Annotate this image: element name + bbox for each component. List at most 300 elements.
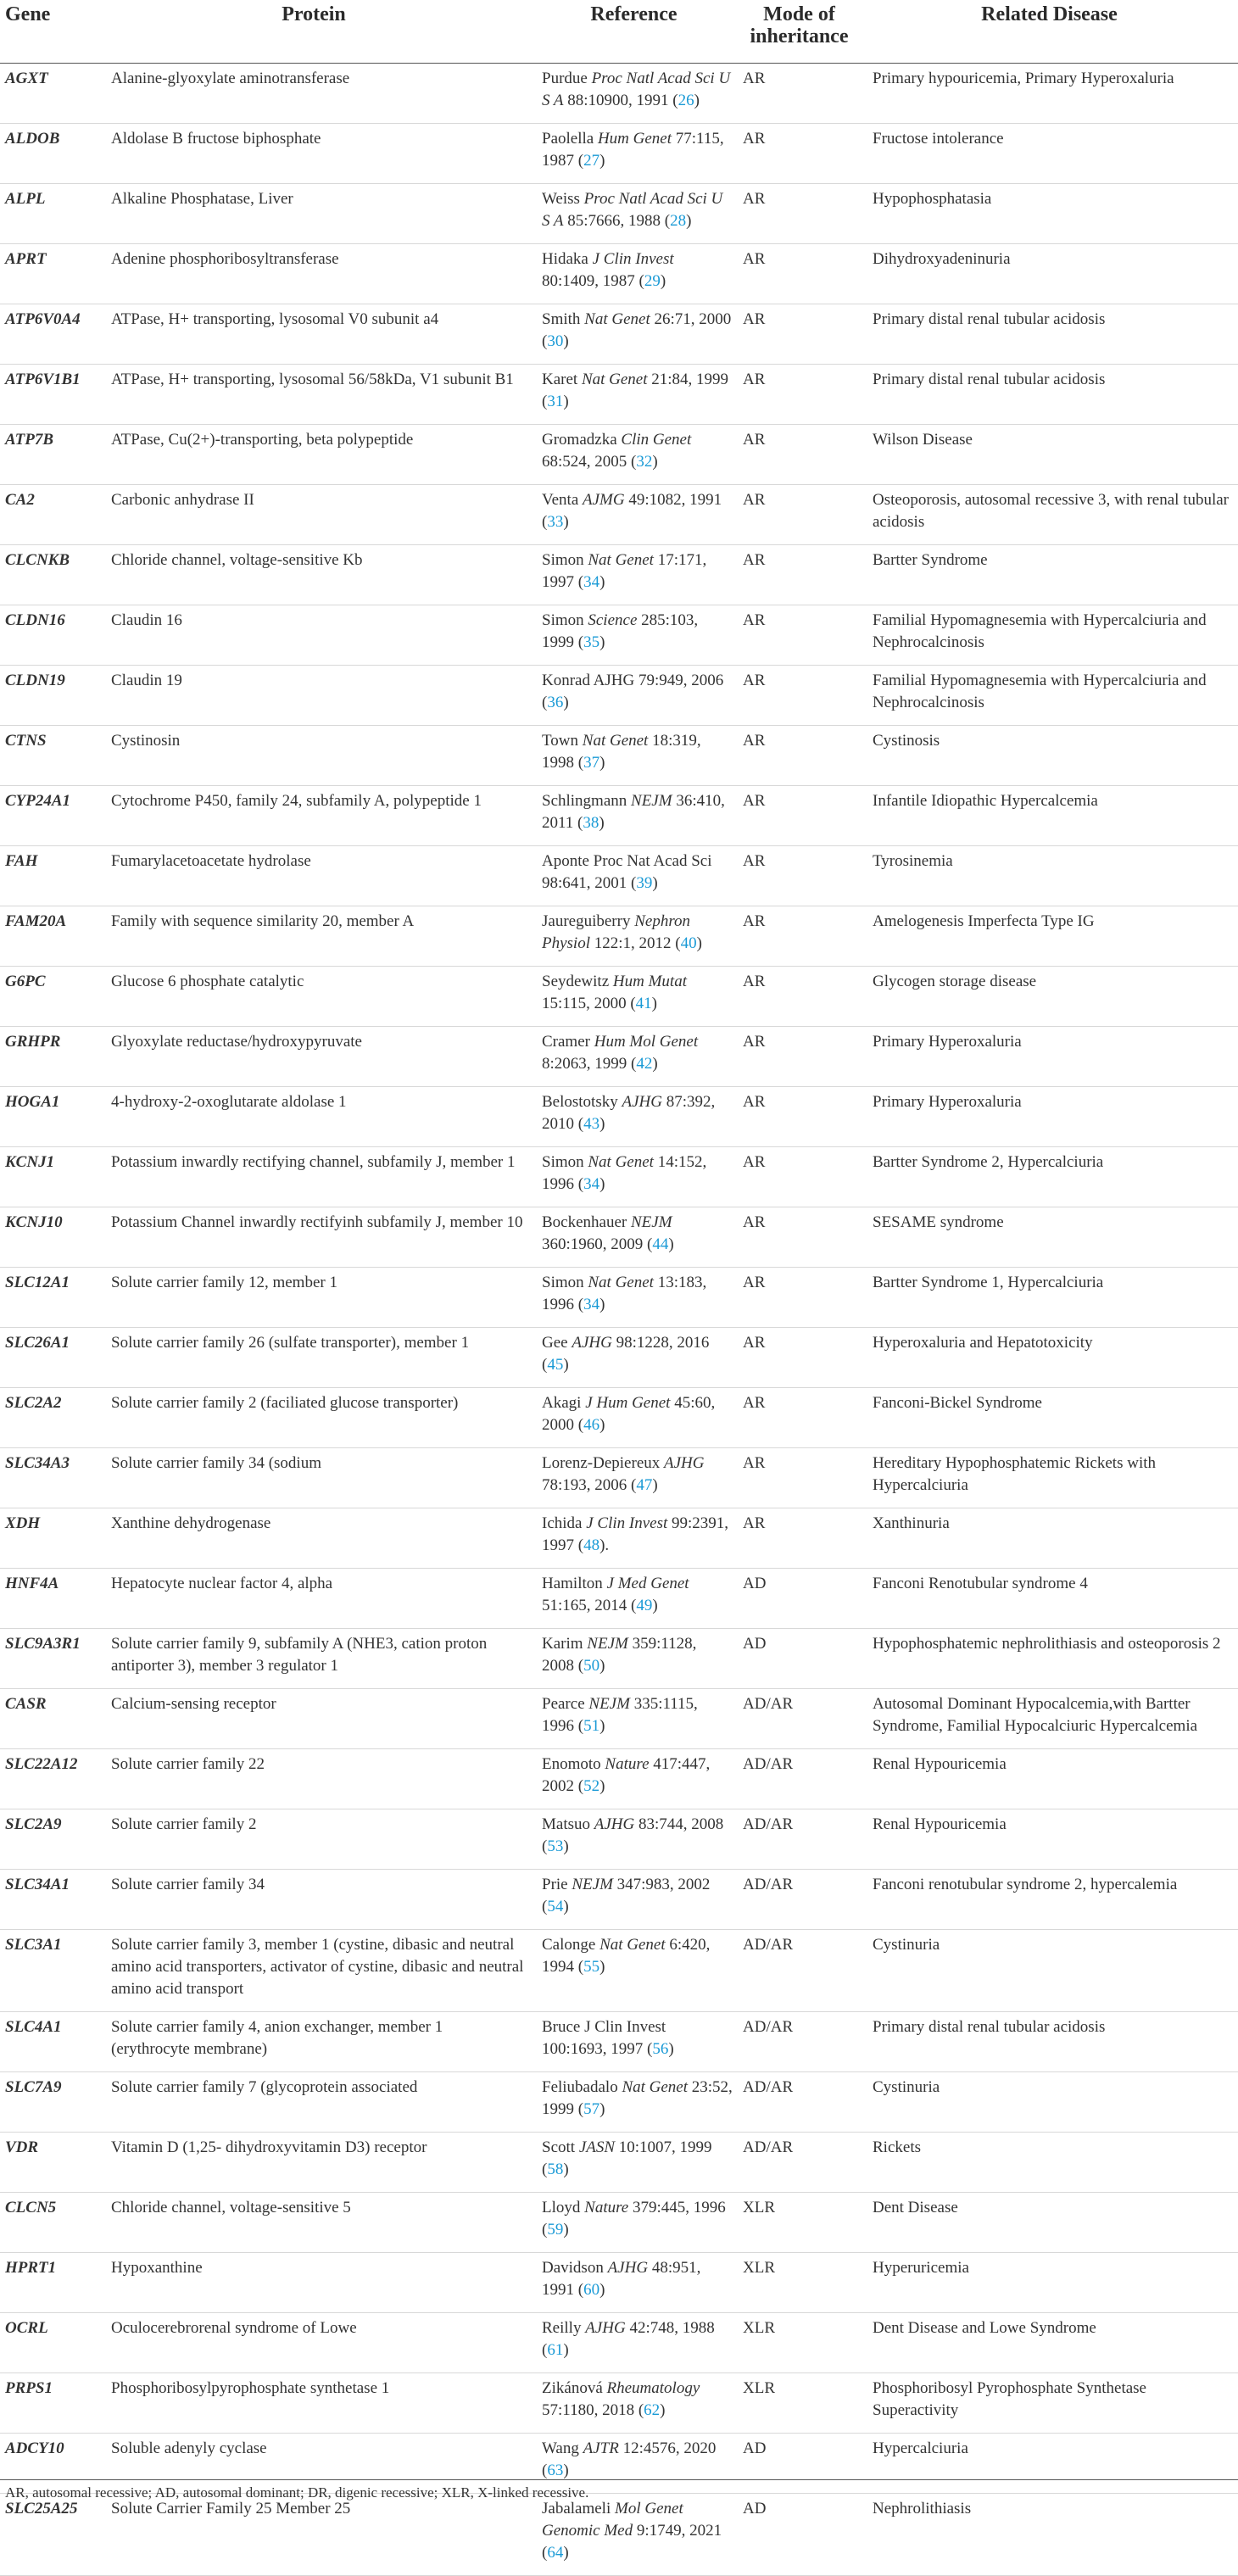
reference-text: )	[652, 452, 658, 471]
reference-text: 12:4576, 2020 (	[542, 2439, 717, 2479]
mode-cell: AR	[743, 1213, 766, 1231]
journal-name: Nat Genet	[582, 731, 649, 750]
gene-cell: CYP24A1	[5, 791, 71, 810]
reference-cell	[530, 1628, 738, 1688]
mode-cell: AR	[743, 309, 766, 328]
table-row	[0, 906, 1238, 966]
table-row	[0, 1267, 1238, 1327]
citation-link[interactable]: 45	[547, 1355, 564, 1374]
reference-text: )	[563, 693, 569, 711]
disease-cell: Nephrolithiasis	[873, 2499, 972, 2517]
mode-cell: AR	[743, 671, 766, 689]
protein-cell: Chloride channel, voltage-sensitive Kb	[111, 550, 363, 569]
citation-link[interactable]: 56	[652, 2039, 669, 2058]
citation-link[interactable]: 55	[583, 1957, 600, 1976]
gene-cell: HNF4A	[5, 1574, 59, 1592]
citation-link[interactable]: 35	[583, 633, 600, 651]
journal-name: AJHG	[585, 2318, 626, 2337]
gene-cell: CASR	[5, 1694, 47, 1713]
citation-link[interactable]: 53	[547, 1837, 564, 1855]
table-row	[0, 725, 1238, 785]
table-row	[0, 63, 1238, 123]
citation-link[interactable]: 41	[635, 994, 652, 1012]
reference-text: 285:103, 1999 (	[542, 611, 699, 651]
reference-text: 99:2391, 1997 (	[542, 1514, 729, 1554]
mode-cell: AR	[743, 1032, 766, 1051]
gene-cell: PRPS1	[5, 2378, 53, 2397]
citation-link[interactable]: 37	[583, 753, 600, 772]
protein-cell: Glucose 6 phosphate catalytic	[111, 972, 304, 990]
reference-text: Cramer	[542, 1032, 594, 1051]
reference-cell	[530, 1207, 738, 1267]
disease-cell: Fanconi Renotubular syndrome 4	[873, 1574, 1088, 1592]
mode-cell: AR	[743, 550, 766, 569]
mode-cell: AR	[743, 1453, 766, 1472]
protein-cell: Xanthine dehydrogenase	[111, 1514, 271, 1532]
reference-text: Aponte Proc Nat Acad Sci 98:641, 2001 (	[542, 851, 712, 892]
citation-link[interactable]: 50	[583, 1656, 600, 1675]
reference-text: Ichida	[542, 1514, 587, 1532]
disease-cell: Tyrosinemia	[873, 851, 953, 870]
reference-text: Gee	[542, 1333, 572, 1352]
reference-text: )	[563, 512, 569, 531]
gene-cell: ALPL	[5, 189, 46, 208]
reference-text: )	[652, 873, 658, 892]
citation-link[interactable]: 48	[583, 1536, 600, 1554]
reference-cell	[530, 1508, 738, 1568]
reference-text: )	[599, 2099, 605, 2118]
reference-cell	[530, 304, 738, 364]
citation-link[interactable]: 52	[583, 1776, 600, 1795]
disease-cell: SESAME syndrome	[873, 1213, 1004, 1231]
table-row	[0, 1748, 1238, 1809]
citation-link[interactable]: 64	[547, 2543, 564, 2562]
journal-name: Hum Genet	[597, 129, 672, 148]
disease-cell: Fanconi renotubular syndrome 2, hypercalemia	[873, 1875, 1178, 1893]
journal-name: AJHG	[622, 1092, 662, 1111]
gene-cell: SLC3A1	[5, 1935, 62, 1954]
gene-cell: ADCY10	[5, 2439, 64, 2457]
reference-text: 80:1409, 1987 (	[542, 271, 644, 290]
protein-cell: Glyoxylate reductase/hydroxypyruvate	[111, 1032, 362, 1051]
table-row	[0, 123, 1238, 183]
reference-text: Karim	[542, 1634, 588, 1653]
citation-link[interactable]: 44	[652, 1235, 669, 1253]
reference-text: )	[694, 91, 700, 109]
citation-link[interactable]: 38	[583, 813, 599, 832]
protein-cell: Solute carrier family 26 (sulfate transporter), member 1	[111, 1333, 470, 1352]
citation-link[interactable]: 31	[547, 392, 564, 410]
journal-name: Nature	[605, 1754, 650, 1773]
gene-cell: FAH	[5, 851, 38, 870]
reference-text: 23:52, 1999 (	[542, 2077, 733, 2118]
header-row	[0, 0, 1238, 63]
disease-cell: Fanconi-Bickel Syndrome	[873, 1393, 1042, 1412]
header-reference: Reference	[530, 0, 738, 63]
citation-link[interactable]: 32	[636, 452, 653, 471]
reference-text: Feliubadalo	[542, 2077, 622, 2096]
reference-text: )	[668, 2039, 674, 2058]
reference-text: Scott	[542, 2138, 579, 2156]
table-row	[0, 966, 1238, 1026]
citation-link[interactable]: 60	[583, 2280, 600, 2299]
journal-name: NEJM	[631, 791, 672, 810]
journal-name: Science	[588, 611, 638, 629]
table-row	[0, 1688, 1238, 1748]
reference-text: )	[660, 271, 666, 290]
reference-text: )	[652, 1475, 658, 1494]
citation-link[interactable]: 40	[680, 934, 697, 952]
citation-link[interactable]: 59	[547, 2220, 564, 2239]
gene-cell: CTNS	[5, 731, 47, 750]
reference-text: 13:183, 1996 (	[542, 1273, 707, 1313]
table-row	[0, 1809, 1238, 1869]
mode-cell: AD/AR	[743, 2077, 794, 2096]
table-row	[0, 2372, 1238, 2433]
reference-cell	[530, 1086, 738, 1146]
mode-cell: AR	[743, 1152, 766, 1171]
reference-text: 51:165, 2014 (	[542, 1596, 637, 1614]
reference-text: )	[563, 2461, 569, 2479]
gene-cell: SLC2A2	[5, 1393, 62, 1412]
reference-text: 26:71, 2000 (	[542, 309, 732, 350]
citation-link[interactable]: 63	[547, 2461, 564, 2479]
reference-text: )	[599, 633, 605, 651]
reference-cell	[530, 243, 738, 304]
mode-cell: AR	[743, 1514, 766, 1532]
gene-cell: SLC34A3	[5, 1453, 70, 1472]
citation-link[interactable]: 43	[583, 1114, 600, 1133]
reference-text: Simon	[542, 611, 588, 629]
reference-text: )	[563, 2220, 569, 2239]
reference-text: 68:524, 2005 (	[542, 452, 637, 471]
reference-text: 18:319, 1998 (	[542, 731, 701, 772]
reference-text: 78:193, 2006 (	[542, 1475, 637, 1494]
gene-cell: CLDN16	[5, 611, 65, 629]
citation-link[interactable]: 39	[636, 873, 653, 892]
mode-cell: XLR	[743, 2378, 775, 2397]
mode-cell: AR	[743, 490, 766, 509]
reference-text: )	[563, 392, 569, 410]
citation-link[interactable]: 57	[583, 2099, 600, 2118]
header-gene: Gene	[0, 0, 98, 63]
mode-cell: AR	[743, 912, 766, 930]
reference-text: 42:748, 1988 (	[542, 2318, 715, 2359]
table-row	[0, 1026, 1238, 1086]
protein-cell: Alkaline Phosphatase, Liver	[111, 189, 293, 208]
disease-cell: Familial Hypomagnesemia with Hypercalciuria and Nephrocalcinosis	[873, 671, 1207, 711]
disease-cell: Primary Hyperoxaluria	[873, 1092, 1022, 1111]
citation-link[interactable]: 30	[547, 332, 564, 350]
citation-link[interactable]: 47	[636, 1475, 653, 1494]
reference-text: )	[599, 1415, 605, 1434]
protein-cell: ATPase, Cu(2+)-transporting, beta polypeptide	[111, 430, 414, 449]
protein-cell: 4-hydroxy-2-oxoglutarate aldolase 1	[111, 1092, 347, 1111]
citation-link[interactable]: 36	[547, 693, 564, 711]
reference-text: Zikánová	[542, 2378, 607, 2397]
reference-text: 10:1007, 1999 (	[542, 2138, 712, 2178]
gene-cell: ALDOB	[5, 129, 60, 148]
reference-cell	[530, 2011, 738, 2071]
citation-link[interactable]: 51	[583, 1716, 600, 1735]
disease-cell: Renal Hypouricemia	[873, 1754, 1007, 1773]
gene-cell: SLC2A9	[5, 1815, 62, 1833]
disease-cell: Primary distal renal tubular acidosis	[873, 309, 1106, 328]
citation-link[interactable]: 46	[583, 1415, 600, 1434]
reference-text: )	[599, 2280, 605, 2299]
journal-name: Rheumatology	[606, 2378, 700, 2397]
reference-text: Seydewitz	[542, 972, 613, 990]
disease-cell: Familial Hypomagnesemia with Hypercalciuria and Nephrocalcinosis	[873, 611, 1207, 651]
reference-text: Pearce	[542, 1694, 589, 1713]
citation-link[interactable]: 28	[670, 211, 687, 230]
reference-cell	[530, 605, 738, 665]
reference-cell	[530, 1026, 738, 1086]
table-row	[0, 2312, 1238, 2372]
protein-cell: ATPase, H+ transporting, lysosomal V0 subunit a4	[111, 309, 439, 328]
protein-cell: Vitamin D (1,25- dihydroxyvitamin D3) receptor	[111, 2138, 427, 2156]
gene-cell: HPRT1	[5, 2258, 57, 2277]
mode-cell: AR	[743, 430, 766, 449]
table-row	[0, 2132, 1238, 2192]
gene-cell: ATP7B	[5, 430, 54, 449]
disease-cell: Phosphoribosyl Pyrophosphate Synthetase Superactivity	[873, 2378, 1146, 2419]
protein-cell: Cytochrome P450, family 24, subfamily A, polypeptide 1	[111, 791, 482, 810]
journal-name: AJHG	[572, 1333, 612, 1352]
reference-cell	[530, 1809, 738, 1869]
gene-cell: SLC9A3R1	[5, 1634, 81, 1653]
citation-link[interactable]: 29	[644, 271, 661, 290]
table-row	[0, 845, 1238, 906]
journal-name: NEJM	[587, 1634, 628, 1653]
reference-text: )	[599, 1174, 605, 1193]
mode-cell: XLR	[743, 2198, 775, 2216]
reference-text: )	[563, 1837, 569, 1855]
reference-text: Gromadzka	[542, 430, 622, 449]
journal-name: AJHG	[664, 1453, 705, 1472]
disease-cell: Hyperoxaluria and Hepatotoxicity	[873, 1333, 1093, 1352]
disease-cell: Wilson Disease	[873, 430, 973, 449]
reference-text: Wang	[542, 2439, 583, 2457]
citation-link[interactable]: 49	[636, 1596, 653, 1614]
reference-text: Hidaka	[542, 249, 593, 268]
journal-name: Hum Mutat	[612, 972, 687, 990]
reference-text: )	[668, 1235, 674, 1253]
reference-cell	[530, 1447, 738, 1508]
protein-cell: Solute carrier family 34 (sodium	[111, 1453, 321, 1472]
protein-cell: Solute Carrier Family 25 Member 25	[111, 2499, 351, 2517]
protein-cell: Phosphoribosylpyrophosphate synthetase 1	[111, 2378, 390, 2397]
reference-text: 122:1, 2012 (	[590, 934, 681, 952]
disease-cell: Hypophosphatasia	[873, 189, 992, 208]
table-row	[0, 424, 1238, 484]
reference-cell	[530, 725, 738, 785]
citation-link[interactable]: 61	[547, 2340, 564, 2359]
journal-name: Nat Genet	[581, 370, 648, 388]
protein-cell: Solute carrier family 9, subfamily A (NHE3, cation proton antiporter 3), member 3 regulator 1	[111, 1634, 488, 1675]
protein-cell: Solute carrier family 2	[111, 1815, 257, 1833]
protein-cell: Solute carrier family 12, member 1	[111, 1273, 337, 1291]
disease-cell: Cystinosis	[873, 731, 940, 750]
reference-text: 8:2063, 1999 (	[542, 1054, 637, 1073]
protein-cell: Solute carrier family 7 (glycoprotein associated	[111, 2077, 418, 2096]
protein-cell: ATPase, H+ transporting, lysosomal 56/58kDa, V1 subunit B1	[111, 370, 514, 388]
protein-cell: Potassium inwardly rectifying channel, subfamily J, member 1	[111, 1152, 516, 1171]
disease-cell: Infantile Idiopathic Hypercalcemia	[873, 791, 1098, 810]
reference-text: )	[696, 934, 702, 952]
table-row	[0, 183, 1238, 243]
journal-name: Nat Genet	[588, 1273, 654, 1291]
citation-link[interactable]: 62	[644, 2400, 661, 2419]
reference-cell	[530, 665, 738, 725]
reference-cell	[530, 845, 738, 906]
protein-cell: Aldolase B fructose biphosphate	[111, 129, 321, 148]
citation-link[interactable]: 34	[583, 1174, 600, 1193]
journal-name: Nature	[584, 2198, 629, 2216]
reference-cell	[530, 123, 738, 183]
reference-text: Paolella	[542, 129, 598, 148]
gene-cell: CLCNKB	[5, 550, 70, 569]
reference-text: )	[563, 332, 569, 350]
reference-text: )	[599, 1295, 605, 1313]
gene-cell: HOGA1	[5, 1092, 60, 1111]
reference-text: Smith	[542, 309, 585, 328]
reference-text: )	[652, 1054, 658, 1073]
gene-cell: VDR	[5, 2138, 39, 2156]
table-row	[0, 665, 1238, 725]
gene-cell: FAM20A	[5, 912, 67, 930]
mode-cell: XLR	[743, 2318, 775, 2337]
reference-text: Lloyd	[542, 2198, 585, 2216]
gene-cell: SLC7A9	[5, 2077, 62, 2096]
journal-name: Mol Genet Genomic Med	[542, 2499, 683, 2540]
journal-name: Nat Genet	[588, 550, 654, 569]
journal-name: Proc Natl Acad Sci U S A	[542, 69, 731, 109]
reference-text: )	[651, 994, 657, 1012]
disease-cell: Hyperuricemia	[873, 2258, 969, 2277]
disease-cell: Bartter Syndrome 1, Hypercalciuria	[873, 1273, 1104, 1291]
disease-cell: Primary distal renal tubular acidosis	[873, 2017, 1106, 2036]
reference-text: Akagi	[542, 1393, 586, 1412]
gene-cell: SLC25A25	[5, 2499, 78, 2517]
mode-cell: AD/AR	[743, 1935, 794, 1954]
reference-text: 9:1749, 2021 (	[542, 2521, 722, 2562]
citation-link[interactable]: 54	[547, 1897, 564, 1915]
reference-text: 36:410, 2011 (	[542, 791, 725, 832]
mode-cell: AR	[743, 249, 766, 268]
citation-link[interactable]: 42	[636, 1054, 653, 1073]
gene-cell: AGXT	[5, 69, 48, 87]
table-body	[0, 63, 1238, 2575]
mode-cell: AR	[743, 1393, 766, 1412]
citation-link[interactable]: 34	[583, 572, 600, 591]
table-row	[0, 1869, 1238, 1929]
gene-cell: SLC12A1	[5, 1273, 70, 1291]
disease-cell: Primary distal renal tubular acidosis	[873, 370, 1106, 388]
reference-text: 48:951, 1991 (	[542, 2258, 701, 2299]
reference-text: 335:1115, 1996 (	[542, 1694, 698, 1735]
journal-name: AJMG	[583, 490, 625, 509]
citation-link[interactable]: 33	[547, 512, 564, 531]
protein-cell: Solute carrier family 4, anion exchanger, member 1 (erythrocyte membrane)	[111, 2017, 443, 2058]
journal-name: Proc Natl Acad Sci U S A	[542, 189, 723, 230]
gene-cell: ATP6V0A4	[5, 309, 81, 328]
mode-cell: AD	[743, 2439, 767, 2457]
journal-name: Clin Genet	[621, 430, 692, 449]
protein-cell: Family with sequence similarity 20, member A	[111, 912, 415, 930]
reference-text: Reilly	[542, 2318, 586, 2337]
reference-text: )	[599, 753, 605, 772]
citation-link[interactable]: 58	[547, 2160, 564, 2178]
reference-text: Purdue	[542, 69, 592, 87]
reference-text: 98:1228, 2016 (	[542, 1333, 710, 1374]
journal-name: Hum Mol Genet	[594, 1032, 699, 1051]
gene-cell: CA2	[5, 490, 35, 509]
reference-text: )	[563, 1355, 569, 1374]
reference-text: Simon	[542, 1273, 588, 1291]
citation-link[interactable]: 34	[583, 1295, 600, 1313]
table-row	[0, 2071, 1238, 2132]
journal-name: AJHG	[607, 2258, 649, 2277]
reference-text: Konrad AJHG 79:949, 2006 (	[542, 671, 724, 711]
reference-text: Calonge	[542, 1935, 600, 1954]
protein-cell: Chloride channel, voltage-sensitive 5	[111, 2198, 351, 2216]
disease-cell: Osteoporosis, autosomal recessive 3, with renal tubular acidosis	[873, 490, 1230, 531]
reference-text: )	[599, 1114, 605, 1133]
citation-link[interactable]: 27	[583, 151, 600, 170]
mode-cell: AD	[743, 1574, 767, 1592]
reference-text: )	[563, 2340, 569, 2359]
protein-cell: Solute carrier family 34	[111, 1875, 265, 1893]
disease-cell: Hypercalciuria	[873, 2439, 968, 2457]
gene-cell: CLDN19	[5, 671, 65, 689]
journal-name: J Clin Invest	[592, 249, 674, 268]
gene-cell: SLC26A1	[5, 1333, 70, 1352]
reference-text: )	[652, 1596, 658, 1614]
reference-text: )	[563, 2543, 569, 2562]
table-row	[0, 1146, 1238, 1207]
reference-text: 379:445, 1996 (	[542, 2198, 726, 2239]
reference-text: Enomoto	[542, 1754, 605, 1773]
reference-cell	[530, 1688, 738, 1748]
protein-cell: Oculocerebrorenal syndrome of Lowe	[111, 2318, 357, 2337]
disease-cell: Hypophosphatemic nephrolithiasis and osteoporosis 2	[873, 1634, 1221, 1653]
reference-text: 87:392, 2010 (	[542, 1092, 716, 1133]
journal-name: NEJM	[630, 1213, 672, 1231]
reference-text: )	[599, 1716, 605, 1735]
gene-cell: OCRL	[5, 2318, 48, 2337]
gene-cell: G6PC	[5, 972, 46, 990]
journal-name: Nat Genet	[584, 309, 650, 328]
reference-text: 57:1180, 2018 (	[542, 2400, 644, 2419]
journal-name: J Med Genet	[606, 1574, 689, 1592]
table-row	[0, 2011, 1238, 2071]
mode-cell: AR	[743, 189, 766, 208]
table-row	[0, 243, 1238, 304]
mode-cell: AR	[743, 731, 766, 750]
journal-name: AJTR	[583, 2439, 619, 2457]
disease-cell: Cystinuria	[873, 2077, 940, 2096]
disease-cell: Fructose intolerance	[873, 129, 1004, 148]
reference-text: Town	[542, 731, 583, 750]
reference-cell	[530, 785, 738, 845]
journal-name: AJHG	[594, 1815, 635, 1833]
reference-text: Bruce J Clin Invest 100:1693, 1997 (	[542, 2017, 666, 2058]
reference-text: 6:420, 1994 (	[542, 1935, 711, 1976]
reference-text: )	[599, 1656, 605, 1675]
table-row	[0, 2493, 1238, 2575]
citation-link[interactable]: 26	[678, 91, 694, 109]
